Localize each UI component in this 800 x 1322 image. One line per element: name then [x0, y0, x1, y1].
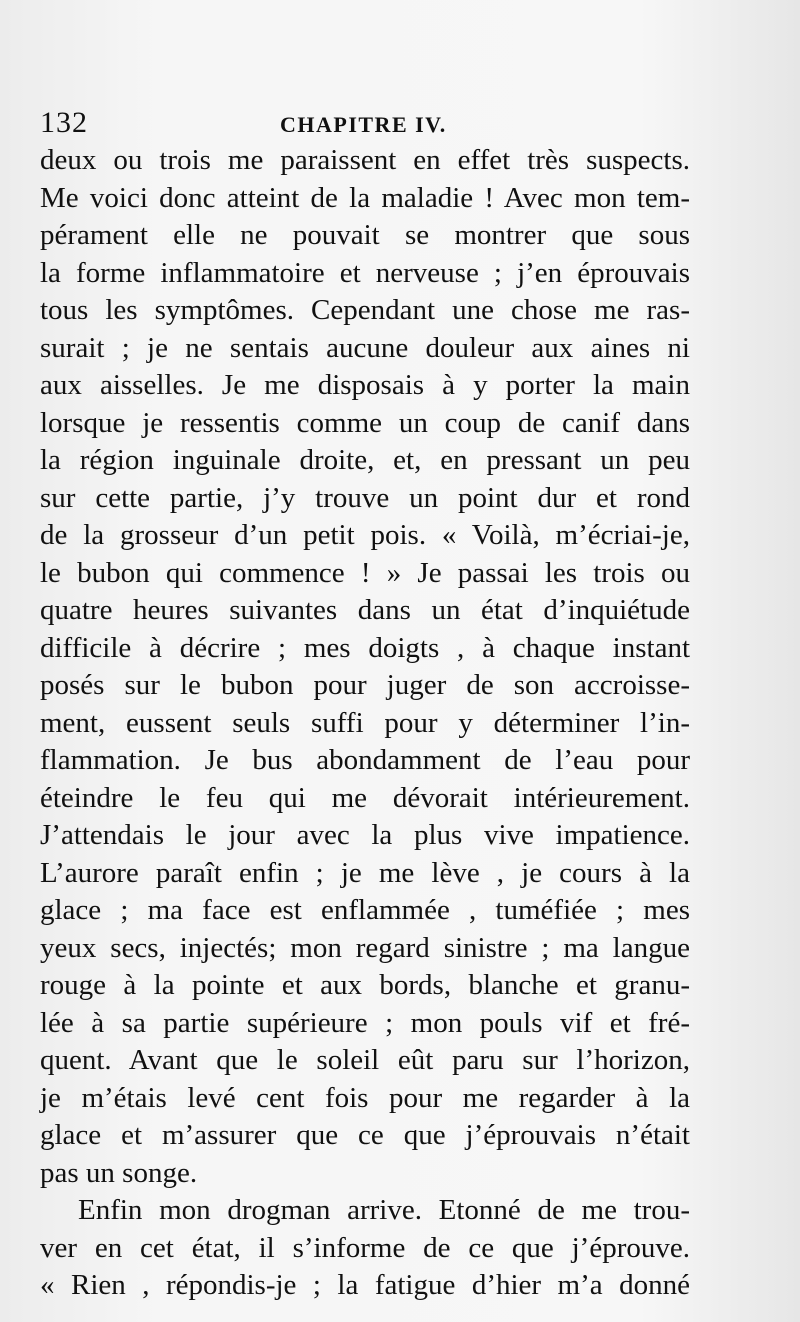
- text-line: éteindre le feu qui me dévorait intérieurement.: [40, 781, 690, 814]
- text-line: rouge à la pointe et aux bords, blanche et granu-: [40, 969, 690, 1001]
- text-line: « Rien , répondis-je ; la fatigue d’hier m’a donné: [40, 1269, 690, 1301]
- text-line: lée à sa partie supérieure ; mon pouls vif et fré-: [40, 1006, 690, 1039]
- text-line: je m’étais levé cent fois pour me regarder à la: [40, 1081, 690, 1114]
- text-line: flammation. Je bus abondamment de l’eau pour: [40, 744, 690, 776]
- page-number: 132: [40, 106, 88, 139]
- text-line: ment, eussent seuls suffi pour y déterminer l’in-: [40, 706, 690, 739]
- page-header: [40, 100, 700, 140]
- text-line: de la grosseur d’un petit pois. « Voilà, m’écriai-je,: [40, 519, 690, 551]
- text-line: la région inguinale droite, et, en pressant un peu: [40, 444, 690, 476]
- text-line: quent. Avant que le soleil eût paru sur l’horizon,: [40, 1044, 690, 1076]
- text-line: lorsque je ressentis comme un coup de canif dans: [40, 406, 690, 439]
- text-line: difficile à décrire ; mes doigts , à chaque instant: [40, 631, 690, 664]
- text-line: L’aurore paraît enfin ; je me lève , je cours à la: [40, 856, 690, 889]
- text-line: surait ; je ne sentais aucune douleur aux aines ni: [40, 331, 690, 364]
- text-line: Me voici donc atteint de la maladie ! Avec mon tem-: [40, 181, 690, 214]
- running-head: CHAPITRE IV.: [280, 112, 447, 137]
- text-line: pas un songe.: [40, 1156, 198, 1189]
- body-text: [40, 142, 690, 1305]
- text-line: pérament elle ne pouvait se montrer que sous: [40, 219, 690, 251]
- text-line: yeux secs, injectés; mon regard sinistre ; ma langue: [40, 931, 690, 964]
- text-line: sur cette partie, j’y trouve un point dur et rond: [40, 481, 690, 514]
- text-line: aux aisselles. Je me disposais à y porter la main: [40, 369, 690, 401]
- text-line: J’attendais le jour avec la plus vive impatience.: [40, 819, 690, 851]
- text-line: glace ; ma face est enflammée , tuméfiée ; mes: [40, 894, 690, 926]
- text-line: deux ou trois me paraissent en effet très suspects.: [40, 144, 690, 176]
- text-line: glace et m’assurer que ce que j’éprouvais n’était: [40, 1119, 690, 1151]
- text-line: posés sur le bubon pour juger de son accroisse-: [40, 669, 690, 701]
- text-line: Enfin mon drogman arrive. Etonné de me trou-: [78, 1194, 690, 1226]
- text-line: ver en cet état, il s’informe de ce que j’éprouve.: [40, 1231, 690, 1264]
- text-line: tous les symptômes. Cependant une chose me ras-: [40, 294, 690, 326]
- text-line: la forme inflammatoire et nerveuse ; j’en éprouvais: [40, 256, 690, 289]
- text-line: le bubon qui commence ! » Je passai les trois ou: [40, 556, 690, 589]
- text-line: quatre heures suivantes dans un état d’inquiétude: [40, 594, 690, 626]
